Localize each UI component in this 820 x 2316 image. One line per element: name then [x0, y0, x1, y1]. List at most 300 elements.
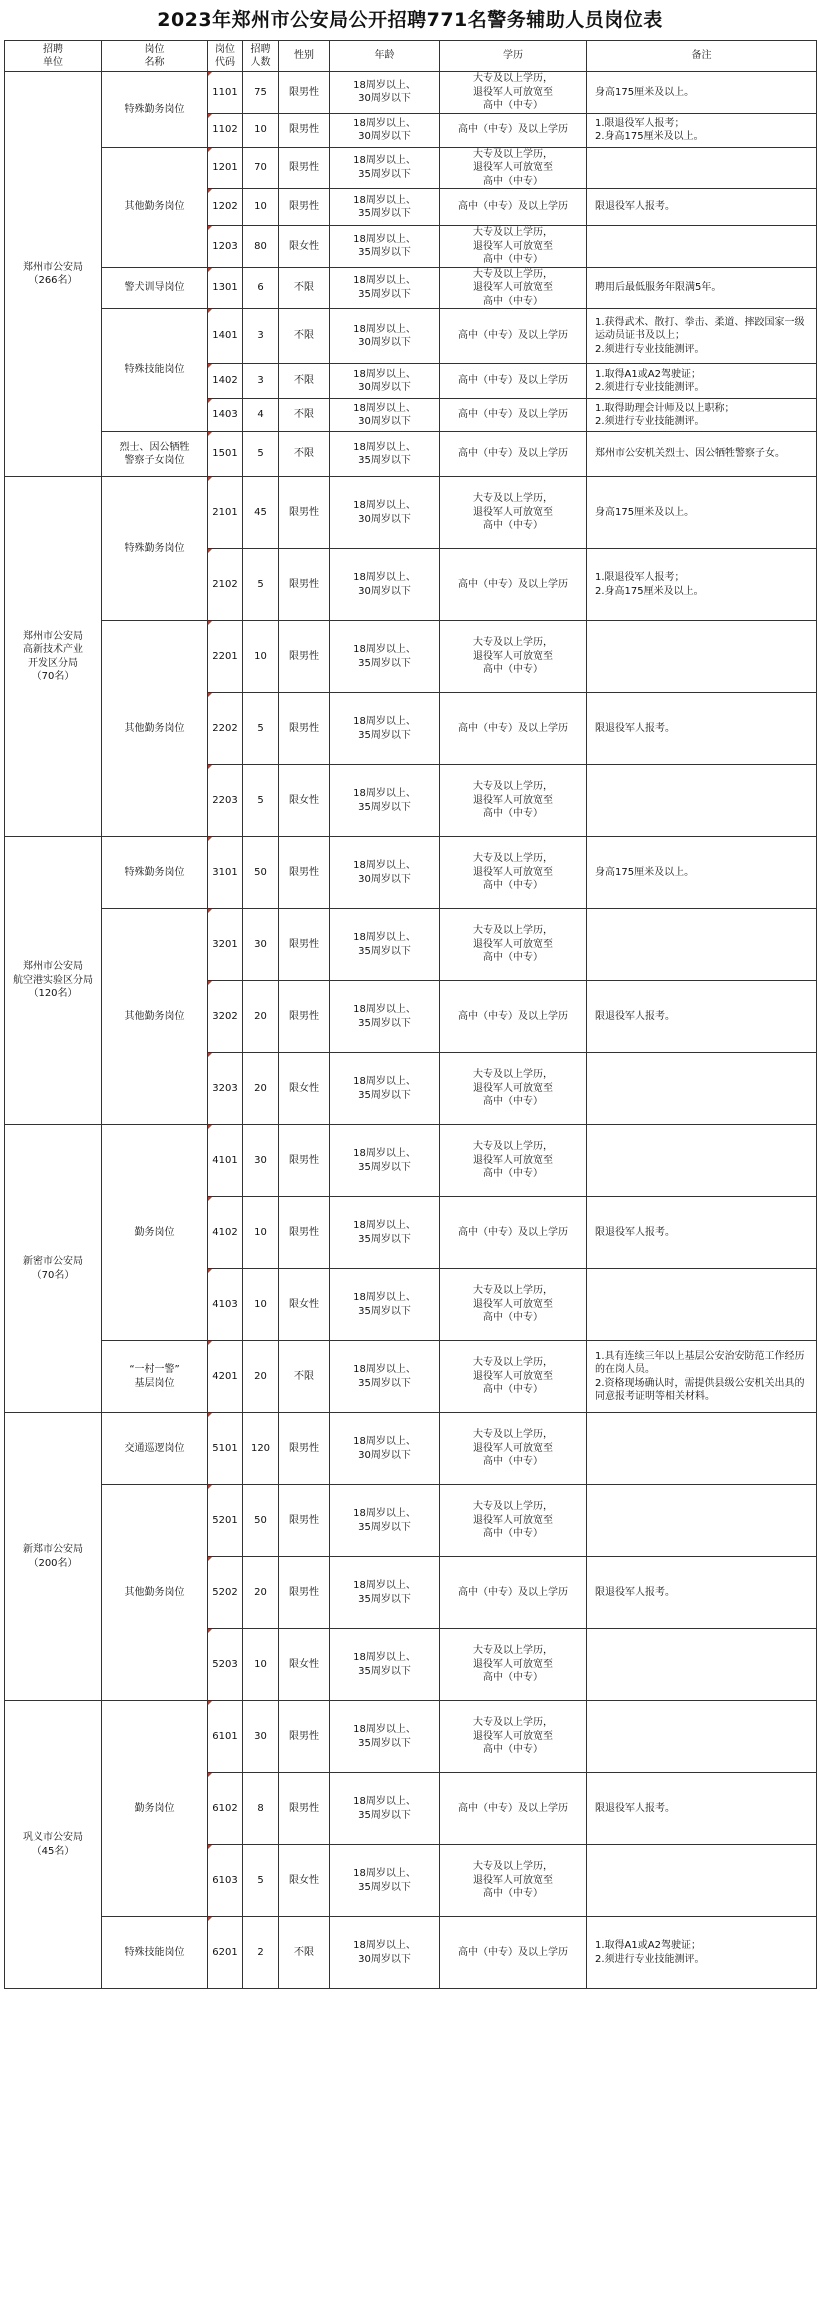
cell-marker-icon	[208, 1269, 212, 1273]
cell-marker-icon	[208, 1125, 212, 1129]
post-cell-text: 其他勤务岗位	[124, 201, 185, 213]
age-cell	[330, 477, 440, 549]
header-note: 备注	[587, 41, 817, 72]
table-row	[5, 1701, 817, 1773]
code-cell-text: 6102	[212, 1802, 238, 1814]
code-cell-text: 1403	[212, 409, 238, 421]
code-cell	[208, 1341, 243, 1413]
edu-cell-text: 高中（中专）及以上学历	[458, 124, 568, 136]
count-cell-text: 5	[257, 1874, 264, 1886]
post-cell-text: 其他勤务岗位	[124, 1010, 185, 1022]
code-cell	[208, 1485, 243, 1557]
edu-cell	[440, 72, 587, 114]
count-cell-text: 20	[254, 1082, 267, 1094]
gender-cell-text: 限男性	[289, 86, 319, 98]
count-cell	[243, 364, 279, 399]
edu-cell-text: 高中（中专）及以上学历	[458, 1946, 568, 1958]
edu-cell	[440, 837, 587, 909]
code-cell	[208, 432, 243, 477]
note-cell-text: 1.取得A1或A2驾驶证； 2.须进行专业技能测评。	[595, 1940, 705, 1965]
unit-cell	[5, 1701, 102, 1989]
edu-cell	[440, 1701, 587, 1773]
gender-cell-text: 不限	[294, 1946, 314, 1958]
cell-marker-icon	[208, 1701, 212, 1705]
gender-cell	[279, 72, 330, 114]
post-cell-text: 警犬训导岗位	[124, 282, 185, 293]
edu-cell	[440, 1557, 587, 1629]
edu-cell-text: 高中（中专）及以上学历	[458, 375, 568, 387]
gender-cell	[279, 226, 330, 268]
count-cell-text: 20	[254, 1370, 267, 1382]
count-cell	[243, 1557, 279, 1629]
edu-cell-text: 大专及以上学历， 退役军人可放宽至 高中（中专）	[473, 781, 553, 820]
age-cell-text: 18周岁以上、 35周岁以下	[353, 1796, 416, 1821]
edu-cell	[440, 1917, 587, 1989]
code-cell-text: 1501	[212, 448, 238, 460]
age-cell-text: 18周岁以上、 35周岁以下	[353, 1724, 416, 1749]
code-cell-text: 1203	[212, 240, 238, 252]
edu-cell	[440, 309, 587, 364]
count-cell-text: 10	[254, 1658, 267, 1670]
unit-cell-text: 巩义市公安局 （45名）	[23, 1832, 83, 1857]
edu-cell	[440, 765, 587, 837]
post-cell	[102, 147, 208, 267]
count-cell	[243, 765, 279, 837]
gender-cell-text: 不限	[294, 448, 314, 460]
note-cell	[587, 1485, 817, 1557]
cell-marker-icon	[208, 693, 212, 697]
code-cell	[208, 1845, 243, 1917]
edu-cell	[440, 1053, 587, 1125]
edu-cell	[440, 909, 587, 981]
age-cell-text: 18周岁以上、 35周岁以下	[353, 1148, 416, 1173]
code-cell-text: 1201	[212, 162, 238, 173]
note-cell-text: 身高175厘米及以上。	[595, 86, 695, 98]
age-cell-text: 18周岁以上、 30周岁以下	[353, 572, 416, 597]
age-cell-text: 18周岁以上、 35周岁以下	[353, 275, 416, 300]
edu-cell	[440, 1773, 587, 1845]
edu-cell-text: 高中（中专）及以上学历	[458, 1226, 568, 1238]
age-cell-text: 18周岁以上、 35周岁以下	[353, 233, 416, 259]
age-cell	[330, 309, 440, 364]
gender-cell-text: 限男性	[289, 1226, 319, 1238]
age-cell-text: 18周岁以上、 30周岁以下	[353, 79, 416, 105]
post-cell	[102, 432, 208, 477]
age-cell	[330, 765, 440, 837]
unit-cell-text: 新密市公安局 （70名）	[23, 1256, 83, 1281]
count-cell	[243, 113, 279, 147]
unit-cell	[5, 72, 102, 477]
age-cell	[330, 432, 440, 477]
count-cell	[243, 399, 279, 432]
edu-cell-text: 大专及以上学历， 退役军人可放宽至 高中（中专）	[473, 148, 553, 187]
note-cell-text: 限退役军人报考。	[595, 1010, 675, 1022]
cell-marker-icon	[208, 268, 212, 272]
code-cell-text: 5203	[212, 1658, 238, 1670]
count-cell	[243, 837, 279, 909]
count-cell	[243, 1701, 279, 1773]
age-cell	[330, 693, 440, 765]
code-cell-text: 2102	[212, 578, 238, 590]
count-cell	[243, 1845, 279, 1917]
code-cell-text: 6101	[212, 1730, 238, 1742]
count-cell	[243, 621, 279, 693]
note-cell-text: 1.取得助理会计师及以上职称； 2.须进行专业技能测评。	[595, 402, 735, 427]
gender-cell	[279, 1773, 330, 1845]
gender-cell	[279, 432, 330, 477]
edu-cell-text: 大专及以上学历， 退役军人可放宽至 高中（中专）	[473, 268, 553, 307]
count-cell	[243, 1341, 279, 1413]
note-cell-text: 聘用后最低服务年限满5年。	[595, 282, 722, 293]
count-cell-text: 20	[254, 1010, 267, 1022]
note-cell-text: 郑州市公安机关烈士、因公牺牲警察子女。	[595, 448, 785, 460]
gender-cell	[279, 549, 330, 621]
count-cell	[243, 1197, 279, 1269]
count-cell	[243, 189, 279, 226]
code-cell	[208, 399, 243, 432]
cell-marker-icon	[208, 1413, 212, 1417]
age-cell	[330, 399, 440, 432]
count-cell-text: 45	[254, 506, 267, 518]
age-cell-text: 18周岁以上、 35周岁以下	[353, 194, 416, 219]
gender-cell-text: 限男性	[289, 1802, 319, 1814]
edu-cell	[440, 113, 587, 147]
gender-cell-text: 限男性	[289, 124, 319, 136]
header-row	[5, 41, 817, 72]
header-gender: 性别	[279, 41, 330, 72]
count-cell-text: 3	[257, 330, 264, 342]
gender-cell	[279, 189, 330, 226]
count-cell	[243, 1269, 279, 1341]
note-cell	[587, 693, 817, 765]
age-cell	[330, 1845, 440, 1917]
note-cell	[587, 1341, 817, 1413]
table-row	[5, 72, 817, 114]
gender-cell	[279, 1629, 330, 1701]
edu-cell-text: 高中（中专）及以上学历	[458, 1802, 568, 1814]
unit-cell	[5, 477, 102, 837]
edu-cell-text: 大专及以上学历， 退役军人可放宽至 高中（中专）	[473, 1141, 553, 1180]
edu-cell-text: 大专及以上学历， 退役军人可放宽至 高中（中专）	[473, 1285, 553, 1324]
age-cell-text: 18周岁以上、 35周岁以下	[353, 1508, 416, 1533]
edu-cell-text: 大专及以上学历， 退役军人可放宽至 高中（中专）	[473, 1429, 553, 1468]
count-cell	[243, 549, 279, 621]
post-cell	[102, 267, 208, 309]
edu-cell	[440, 1845, 587, 1917]
note-cell	[587, 113, 817, 147]
gender-cell	[279, 364, 330, 399]
count-cell-text: 120	[250, 1442, 271, 1454]
cell-marker-icon	[208, 909, 212, 913]
gender-cell	[279, 1485, 330, 1557]
post-cell	[102, 477, 208, 621]
cell-marker-icon	[208, 189, 212, 193]
unit-cell	[5, 1413, 102, 1701]
document-title: 2023年郑州市公安局公开招聘771名警务辅助人员岗位表	[157, 9, 663, 31]
note-cell	[587, 189, 817, 226]
gender-cell-text: 限男性	[289, 1154, 319, 1166]
count-cell	[243, 693, 279, 765]
note-cell-text: 限退役军人报考。	[595, 1586, 675, 1598]
count-cell-text: 30	[254, 1154, 267, 1166]
age-cell-text: 18周岁以上、 35周岁以下	[353, 1364, 416, 1389]
note-cell	[587, 147, 817, 189]
edu-cell	[440, 549, 587, 621]
post-cell	[102, 1413, 208, 1485]
cell-marker-icon	[208, 1917, 212, 1921]
header-unit: 招聘 单位	[5, 41, 102, 72]
table-row	[5, 477, 817, 549]
age-cell-text: 18周岁以上、 30周岁以下	[353, 860, 416, 885]
age-cell-text: 18周岁以上、 30周岁以下	[353, 368, 416, 393]
edu-cell-text: 大专及以上学历， 退役军人可放宽至 高中（中专）	[473, 1069, 553, 1108]
unit-cell	[5, 837, 102, 1125]
count-cell	[243, 147, 279, 189]
age-cell	[330, 1773, 440, 1845]
gender-cell-text: 限男性	[289, 722, 319, 734]
cell-marker-icon	[208, 981, 212, 985]
code-cell-text: 5201	[212, 1514, 238, 1526]
note-cell	[587, 72, 817, 114]
cell-marker-icon	[208, 1557, 212, 1561]
count-cell	[243, 432, 279, 477]
gender-cell-text: 不限	[294, 409, 314, 421]
edu-cell	[440, 147, 587, 189]
age-cell	[330, 72, 440, 114]
note-cell	[587, 1197, 817, 1269]
gender-cell	[279, 113, 330, 147]
note-cell	[587, 621, 817, 693]
cell-marker-icon	[208, 1197, 212, 1201]
count-cell	[243, 477, 279, 549]
age-cell-text: 18周岁以上、 35周岁以下	[353, 1004, 416, 1029]
table-row	[5, 147, 817, 189]
edu-cell-text: 高中（中专）及以上学历	[458, 722, 568, 734]
note-cell	[587, 364, 817, 399]
edu-cell-text: 高中（中专）及以上学历	[458, 201, 568, 213]
edu-cell	[440, 621, 587, 693]
edu-cell	[440, 267, 587, 309]
cell-marker-icon	[208, 72, 212, 76]
age-cell-text: 18周岁以上、 35周岁以下	[353, 788, 416, 813]
code-cell-text: 1402	[212, 375, 238, 387]
age-cell-text: 18周岁以上、 30周岁以下	[353, 1940, 416, 1965]
note-cell	[587, 981, 817, 1053]
code-cell-text: 4201	[212, 1370, 238, 1382]
count-cell-text: 20	[254, 1586, 267, 1598]
edu-cell-text: 大专及以上学历， 退役军人可放宽至 高中（中专）	[473, 1861, 553, 1900]
unit-cell-text: 郑州市公安局 （266名）	[23, 261, 83, 286]
gender-cell-text: 限男性	[289, 1586, 319, 1598]
note-cell	[587, 1629, 817, 1701]
code-cell-text: 3202	[212, 1010, 238, 1022]
count-cell	[243, 226, 279, 268]
gender-cell	[279, 1557, 330, 1629]
code-cell	[208, 1773, 243, 1845]
gender-cell	[279, 309, 330, 364]
code-cell-text: 1102	[212, 124, 238, 136]
code-cell	[208, 189, 243, 226]
post-cell	[102, 1701, 208, 1917]
edu-cell-text: 大专及以上学历， 退役军人可放宽至 高中（中专）	[473, 1645, 553, 1684]
note-cell-text: 1.具有连续三年以上基层公安治安防范工作经历的在岗人员。 2.资格现场确认时，需提供县级公安机关出具的同意报考证明等相关材料。	[595, 1350, 805, 1402]
note-cell	[587, 477, 817, 549]
count-cell	[243, 1773, 279, 1845]
count-cell-text: 75	[254, 86, 267, 98]
post-cell-text: 特殊技能岗位	[124, 364, 185, 376]
gender-cell-text: 限女性	[289, 1298, 319, 1310]
age-cell	[330, 147, 440, 189]
code-cell-text: 2202	[212, 722, 238, 734]
edu-cell-text: 大专及以上学历， 退役军人可放宽至 高中（中专）	[473, 493, 553, 532]
age-cell-text: 18周岁以上、 35周岁以下	[353, 1652, 416, 1677]
note-cell	[587, 1125, 817, 1197]
unit-cell-text: 郑州市公安局 航空港实验区分局 （120名）	[13, 961, 93, 1000]
note-cell	[587, 1557, 817, 1629]
gender-cell	[279, 1413, 330, 1485]
cell-marker-icon	[208, 837, 212, 841]
code-cell	[208, 549, 243, 621]
post-cell-text: 特殊勤务岗位	[124, 542, 185, 554]
edu-cell-text: 高中（中专）及以上学历	[458, 330, 568, 342]
code-cell	[208, 1125, 243, 1197]
gender-cell	[279, 765, 330, 837]
count-cell-text: 10	[254, 1298, 267, 1310]
cell-marker-icon	[208, 549, 212, 553]
gender-cell-text: 限男性	[289, 201, 319, 213]
code-cell-text: 4102	[212, 1226, 238, 1238]
gender-cell	[279, 693, 330, 765]
cell-marker-icon	[208, 309, 212, 313]
table-row	[5, 837, 817, 909]
count-cell-text: 8	[257, 1802, 264, 1814]
count-cell	[243, 72, 279, 114]
code-cell-text: 2101	[212, 506, 238, 518]
code-cell	[208, 1413, 243, 1485]
edu-cell	[440, 364, 587, 399]
gender-cell-text: 不限	[294, 1370, 314, 1382]
gender-cell	[279, 147, 330, 189]
age-cell-text: 18周岁以上、 35周岁以下	[353, 1580, 416, 1605]
header-age: 年龄	[330, 41, 440, 72]
age-cell-text: 18周岁以上、 35周岁以下	[353, 716, 416, 741]
post-cell-text: 勤务岗位	[134, 1226, 175, 1238]
gender-cell	[279, 1197, 330, 1269]
cell-marker-icon	[208, 399, 212, 403]
gender-cell-text: 不限	[294, 282, 314, 293]
table-row	[5, 309, 817, 364]
gender-cell	[279, 1701, 330, 1773]
age-cell	[330, 113, 440, 147]
count-cell	[243, 981, 279, 1053]
gender-cell	[279, 1269, 330, 1341]
cell-marker-icon	[208, 226, 212, 230]
age-cell-text: 18周岁以上、 30周岁以下	[353, 500, 416, 525]
cell-marker-icon	[208, 1341, 212, 1345]
edu-cell-text: 高中（中专）及以上学历	[458, 1010, 568, 1022]
edu-cell	[440, 432, 587, 477]
edu-cell-text: 大专及以上学历， 退役军人可放宽至 高中（中专）	[473, 1717, 553, 1756]
count-cell-text: 50	[254, 1514, 267, 1526]
gender-cell	[279, 399, 330, 432]
code-cell	[208, 113, 243, 147]
cell-marker-icon	[208, 1053, 212, 1057]
edu-cell	[440, 1341, 587, 1413]
table-row	[5, 1485, 817, 1557]
gender-cell	[279, 837, 330, 909]
post-cell-text: “一村一警” 基层岗位	[129, 1364, 180, 1389]
gender-cell-text: 限女性	[289, 794, 319, 806]
count-cell-text: 5	[257, 794, 264, 806]
positions-table	[4, 40, 817, 1989]
count-cell	[243, 1053, 279, 1125]
age-cell	[330, 1557, 440, 1629]
gender-cell-text: 限女性	[289, 1658, 319, 1670]
table-row	[5, 1917, 817, 1989]
code-cell-text: 1202	[212, 201, 238, 213]
count-cell-text: 4	[257, 409, 264, 421]
code-cell	[208, 1701, 243, 1773]
edu-cell	[440, 693, 587, 765]
gender-cell-text: 限男性	[289, 1514, 319, 1526]
code-cell-text: 5101	[212, 1442, 238, 1454]
gender-cell	[279, 1845, 330, 1917]
note-cell	[587, 549, 817, 621]
age-cell-text: 18周岁以上、 30周岁以下	[353, 1436, 416, 1461]
code-cell-text: 3203	[212, 1082, 238, 1094]
age-cell	[330, 837, 440, 909]
age-cell	[330, 1629, 440, 1701]
cell-marker-icon	[208, 1773, 212, 1777]
edu-cell	[440, 189, 587, 226]
age-cell	[330, 1485, 440, 1557]
table-row	[5, 267, 817, 309]
code-cell-text: 3201	[212, 938, 238, 950]
code-cell-text: 5202	[212, 1586, 238, 1598]
gender-cell-text: 限男性	[289, 578, 319, 590]
post-cell-text: 特殊勤务岗位	[124, 103, 185, 115]
gender-cell-text: 限女性	[289, 240, 319, 252]
age-cell-text: 18周岁以上、 35周岁以下	[353, 1220, 416, 1245]
header-count: 招聘 人数	[243, 41, 279, 72]
note-cell	[587, 399, 817, 432]
code-cell-text: 4103	[212, 1298, 238, 1310]
post-cell	[102, 837, 208, 909]
post-cell	[102, 909, 208, 1125]
cell-marker-icon	[208, 1845, 212, 1849]
age-cell	[330, 1197, 440, 1269]
count-cell-text: 80	[254, 240, 267, 252]
edu-cell-text: 大专及以上学历， 退役军人可放宽至 高中（中专）	[473, 227, 553, 265]
post-cell-text: 烈士、因公牺牲 警察子女岗位	[119, 441, 190, 466]
age-cell-text: 18周岁以上、 30周岁以下	[353, 323, 416, 348]
gender-cell-text: 限男性	[289, 1442, 319, 1454]
code-cell	[208, 621, 243, 693]
code-cell-text: 1401	[212, 330, 238, 342]
edu-cell-text: 大专及以上学历， 退役军人可放宽至 高中（中专）	[473, 637, 553, 676]
code-cell-text: 2201	[212, 650, 238, 662]
post-cell	[102, 309, 208, 432]
note-cell	[587, 1269, 817, 1341]
count-cell	[243, 267, 279, 309]
count-cell	[243, 1917, 279, 1989]
note-cell-text: 1.取得A1或A2驾驶证； 2.须进行专业技能测评。	[595, 368, 705, 393]
post-cell	[102, 72, 208, 148]
code-cell	[208, 72, 243, 114]
note-cell-text: 身高175厘米及以上。	[595, 866, 695, 878]
cell-marker-icon	[208, 477, 212, 481]
cell-marker-icon	[208, 148, 212, 152]
